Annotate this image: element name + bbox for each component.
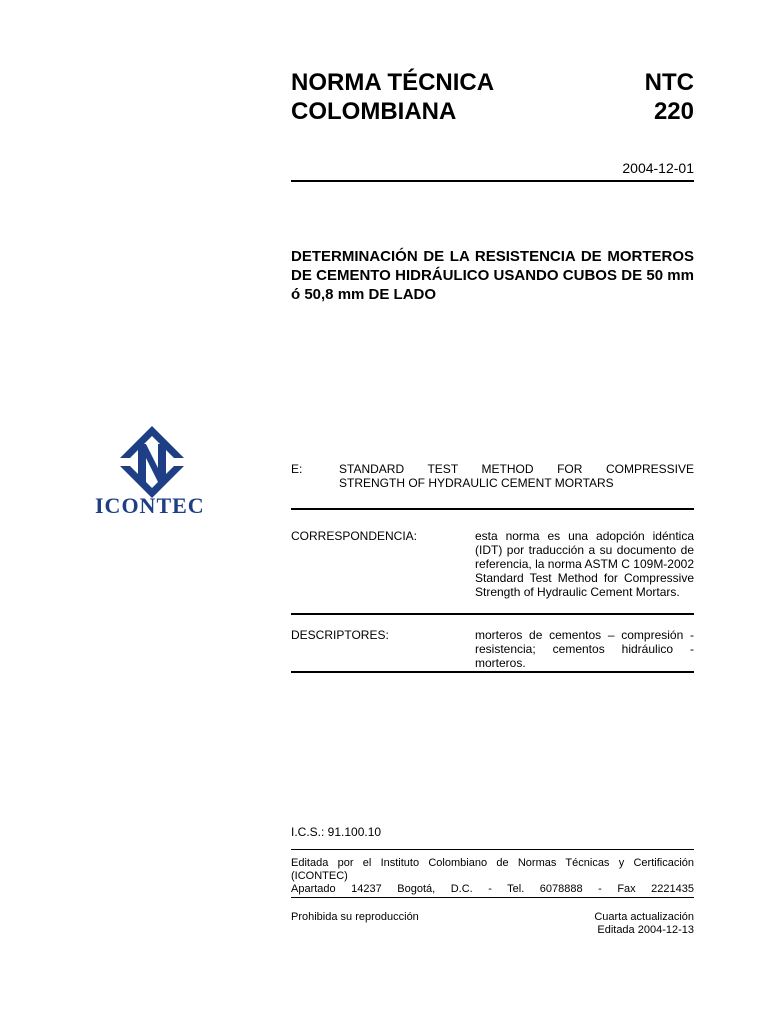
publisher-line-2: Apartado 14237 Bogotá, D.C. - Tel. 6078888 - Fax 2221435 (291, 883, 694, 895)
english-title (339, 462, 694, 490)
english-title-line-1: STANDARD TEST METHOD FOR COMPRESSIVE (339, 462, 694, 476)
logo-wordmark: ICONTEC (95, 493, 205, 518)
publisher-divider (291, 897, 694, 898)
code-line-2: 220 (653, 98, 694, 125)
title-line-1: NORMA TÉCNICA (291, 69, 495, 96)
english-label: E: (291, 462, 303, 476)
document-subject: DETERMINACIÓN DE LA RESISTENCIA DE MORTEROS DE CEMENTO HIDRÁULICO USANDO CUBOS DE 50 mm ó 50,8 mm DE LADO (291, 248, 694, 303)
ics-code: I.C.S.: 91.100.10 (291, 825, 382, 839)
descriptores-label: DESCRIPTORES: (291, 628, 389, 642)
publisher-line-1: Editada por el Instituto Colombiano de Normas Técnicas y Certificación (ICONTEC) (291, 857, 694, 882)
document-code (645, 68, 694, 126)
ics-divider (291, 849, 694, 850)
title-line-2: COLOMBIANA (291, 98, 457, 125)
document-date: 2004-12-01 (622, 160, 694, 176)
code-line-1: NTC (644, 69, 694, 96)
document-title (291, 68, 494, 126)
header-divider (291, 180, 694, 182)
edition-line-1: Cuarta actualización (594, 911, 694, 923)
correspondencia-label: CORRESPONDENCIA: (291, 529, 418, 543)
english-divider (291, 508, 694, 510)
edition-line-2: Editada 2004-12-13 (597, 924, 694, 936)
edition-info (594, 911, 694, 937)
descriptores-text: morteros de cementos – compresión - resistencia; cementos hidráulico - morteros. (475, 628, 694, 670)
correspondencia-text: esta norma es una adopción idéntica (IDT) por traducción a su documento de referencia, la norma ASTM C 109M-2002 Standard Test Method for Compressive Strength of Hydraulic Cement Mortars. (475, 529, 694, 599)
english-title-line-2: STRENGTH OF HYDRAULIC CEMENT MORTARS (339, 476, 614, 490)
reproduction-notice: Prohibida su reproducción (291, 911, 419, 923)
correspondencia-divider (291, 613, 694, 615)
descriptores-divider (291, 671, 694, 673)
publisher-info (291, 857, 694, 896)
